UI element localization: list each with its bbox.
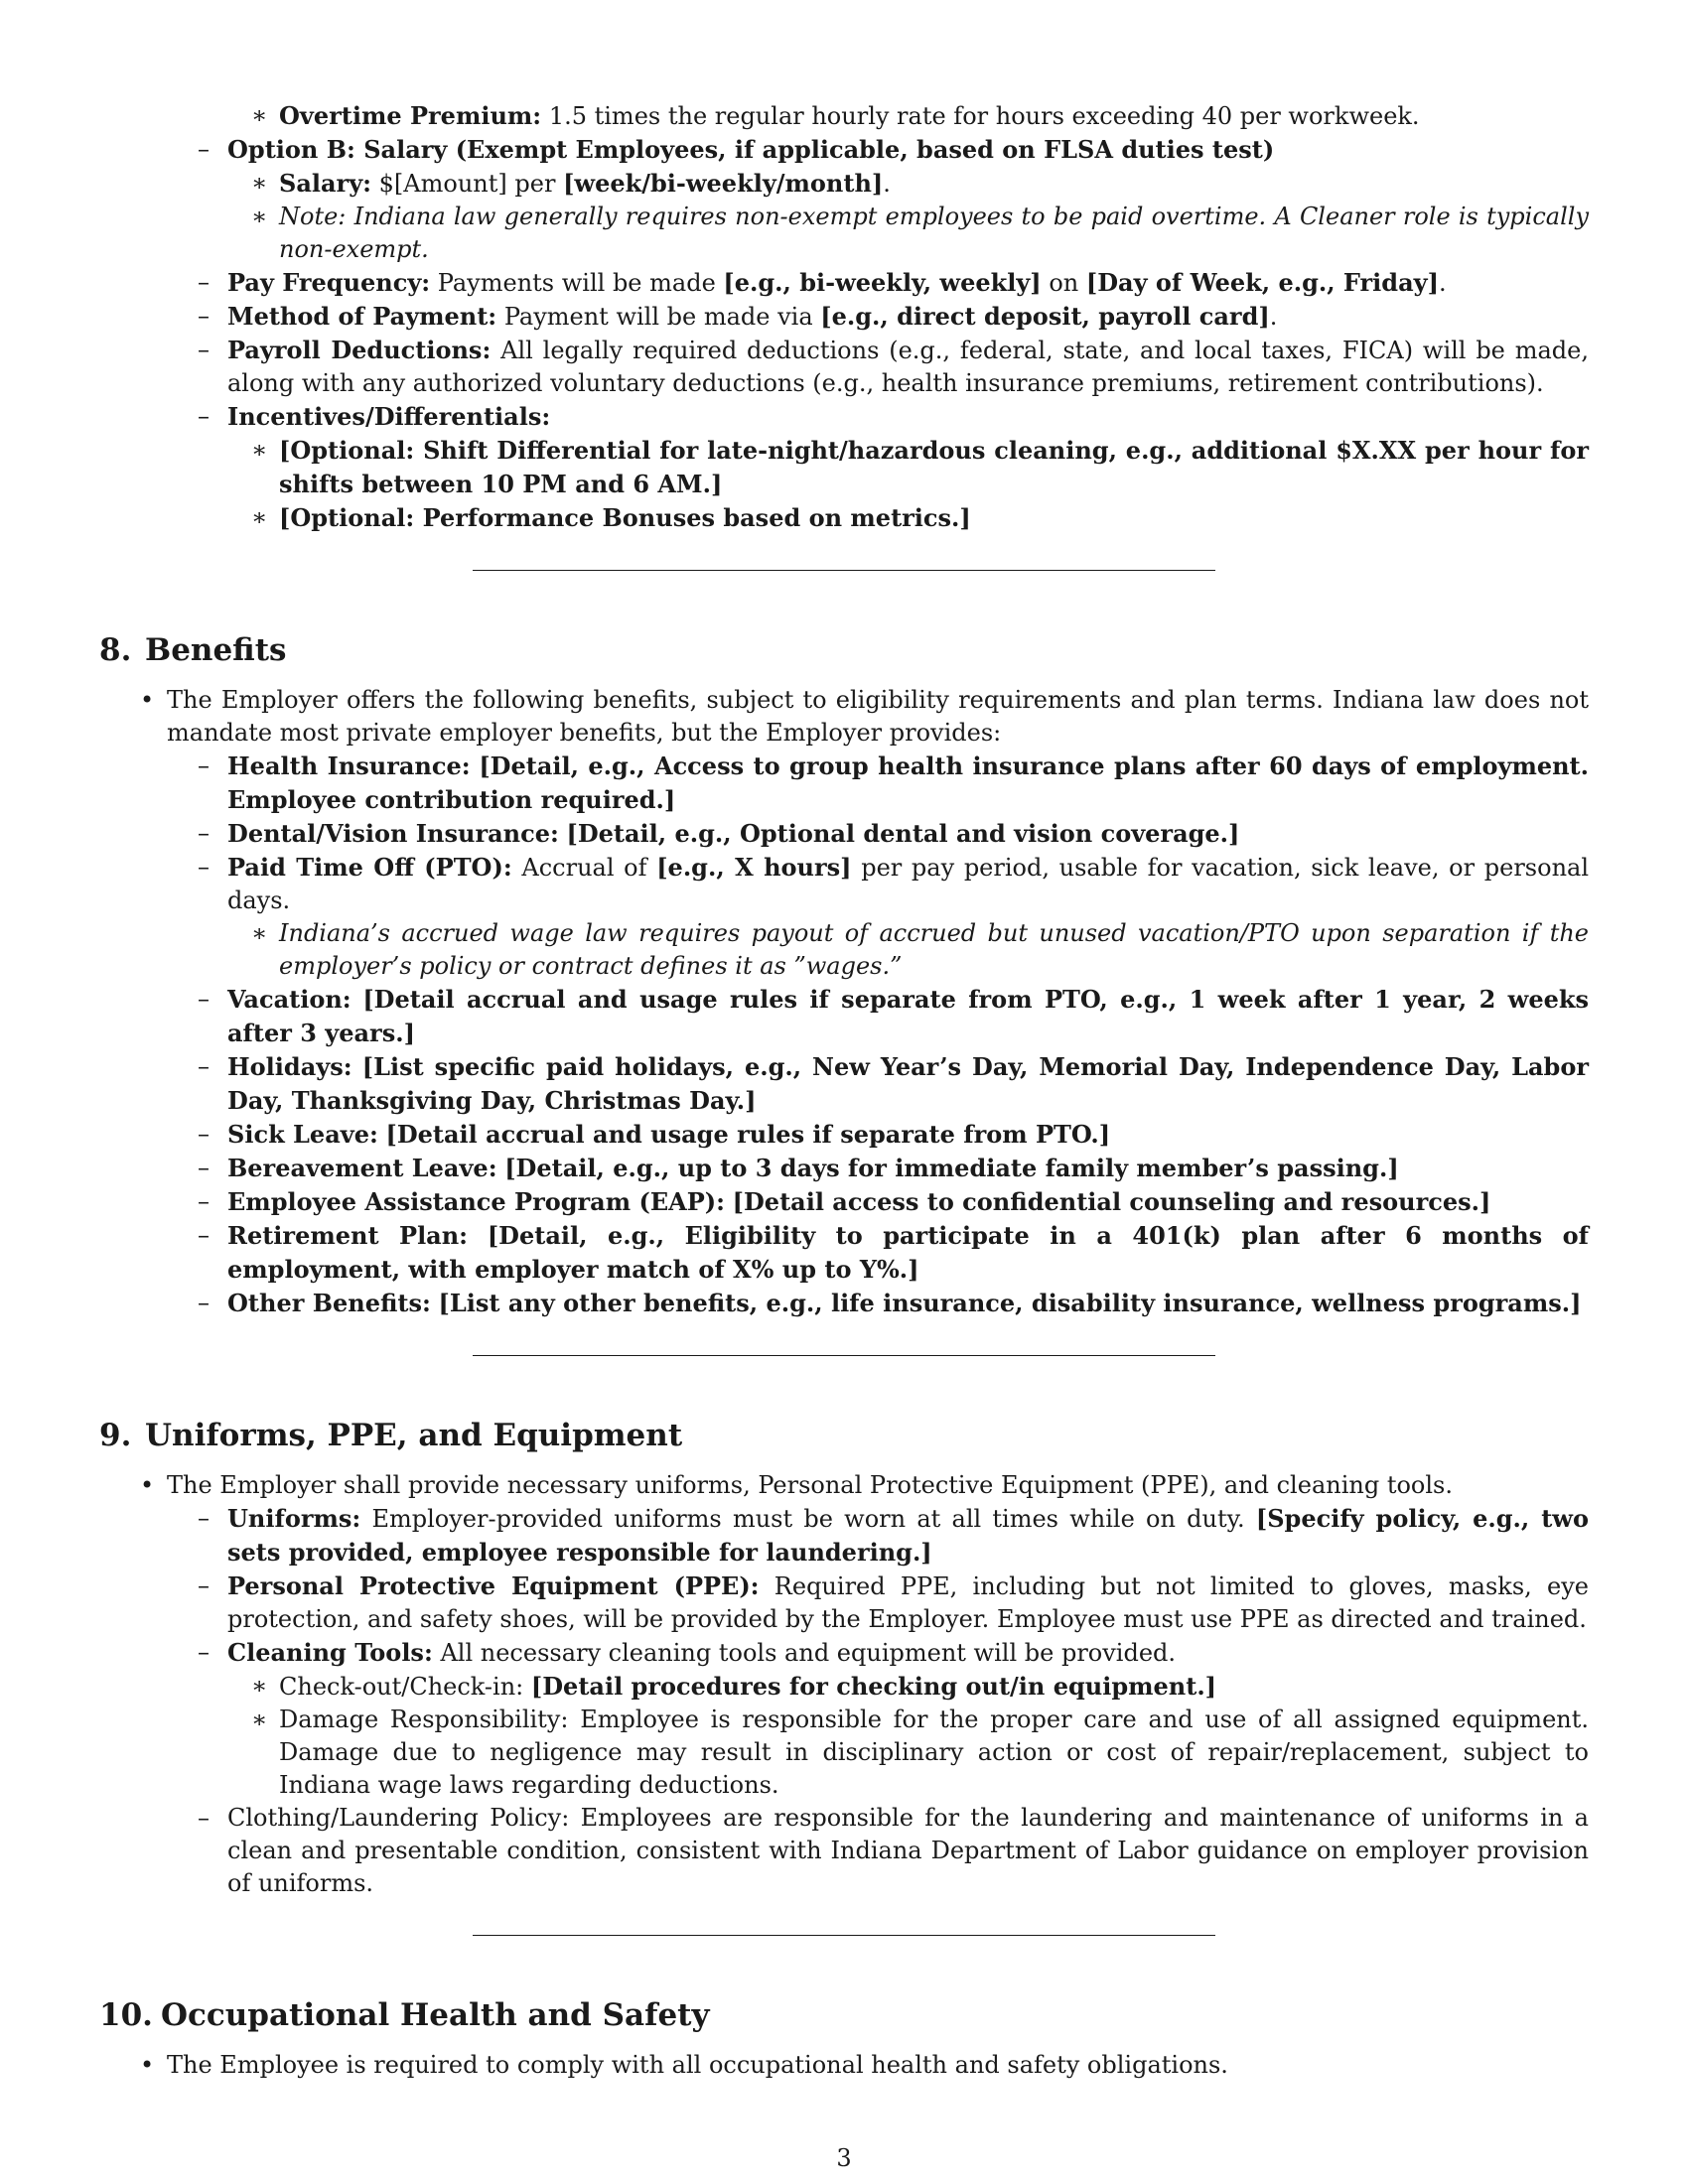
list-item-vacation — [99, 983, 1589, 1050]
salary-period: [week/bi-weekly/month] — [563, 169, 884, 198]
list-item-other-benefits — [99, 1287, 1589, 1320]
list-item-shift-differential — [99, 434, 1589, 501]
bullet-marker: • — [140, 1471, 155, 1499]
health-text: [Detail, e.g., Access to group health insurance plans after 60 days of employment. Employee contribution required.] — [227, 751, 1589, 814]
dash-marker: – — [198, 1571, 210, 1599]
star-marker: ∗ — [251, 503, 268, 531]
list-item-pay-frequency — [99, 266, 1589, 300]
cleaning-tools-label: Cleaning Tools: — [227, 1638, 433, 1667]
list-item-dental — [99, 817, 1589, 851]
salary-per: per — [514, 170, 556, 198]
list-item-laundering — [99, 1802, 1589, 1900]
benefits-intro: The Employer offers the following benefits, subject to eligibility requirements and plan terms. Indiana law does not mandate most private employer benefits, but the Employer provides: — [167, 686, 1589, 747]
dash-marker: – — [198, 1187, 210, 1215]
section-heading-benefits — [99, 630, 1589, 670]
section-number: 9. — [99, 1418, 132, 1453]
section-divider — [473, 570, 1215, 571]
list-item-holidays — [99, 1050, 1589, 1118]
star-marker: ∗ — [251, 436, 268, 464]
uniforms-intro: The Employer shall provide necessary uniforms, Personal Protective Equipment (PPE), and cleaning tools. — [167, 1471, 1453, 1499]
dash-marker: – — [198, 135, 210, 163]
pto-note: Indiana’s accrued wage law requires payout of accrued but unused vacation/PTO upon separation if the employer’s policy or contract defines it as ”wages.” — [279, 919, 1589, 980]
dash-marker: – — [198, 1638, 210, 1666]
dash-marker: – — [198, 853, 210, 881]
pay-frequency-label: Pay Frequency: — [227, 268, 431, 297]
health-label: Health Insurance: — [227, 751, 471, 780]
dash-marker: – — [198, 1804, 210, 1832]
list-item-damage — [99, 1704, 1589, 1802]
checkout-procedures: [Detail procedures for checking out/in equipment.] — [530, 1672, 1217, 1701]
deductions-text: All legally required deductions (e.g., federal, state, and local taxes, FICA) will be made, along with any authorized voluntary deductions (e.g., health insurance premiums, retirement contributions). — [227, 337, 1589, 397]
holidays-label: Holidays: — [227, 1052, 352, 1081]
star-marker: ∗ — [251, 1706, 268, 1733]
payment-method-options: [e.g., direct deposit, payroll card] — [820, 302, 1270, 331]
bullet-marker: • — [140, 686, 155, 714]
dash-marker: – — [198, 1052, 210, 1080]
section-title: Uniforms, PPE, and Equipment — [145, 1418, 683, 1453]
salary-amount: $[Amount] — [378, 170, 507, 198]
pay-frequency-text: Payments will be made — [437, 269, 716, 297]
list-item-salary — [99, 167, 1589, 201]
vacation-label: Vacation: — [227, 985, 352, 1014]
payment-method-label: Method of Payment: — [227, 302, 497, 331]
retirement-label: Retirement Plan: — [227, 1221, 469, 1250]
pto-label: Paid Time Off (PTO): — [227, 853, 512, 882]
vacation-text: [Detail accrual and usage rules if separate from PTO, e.g., 1 week after 1 year, 2 weeks after 3 years.] — [227, 985, 1589, 1047]
dash-marker: – — [198, 1154, 210, 1181]
list-item-sick-leave — [99, 1118, 1589, 1152]
dash-marker: – — [198, 751, 210, 779]
safety-intro: The Employee is required to comply with all occupational health and safety obligations. — [167, 2051, 1228, 2079]
list-item-health — [99, 750, 1589, 817]
list-item-pto-note — [99, 917, 1589, 983]
salary-label: Salary: — [279, 169, 371, 198]
uniforms-text: Employer-provided uniforms must be worn at all times while on duty. — [371, 1505, 1245, 1533]
document-page — [99, 99, 1589, 2082]
retirement-text: [Detail, e.g., Eligibility to participate in a 401(k) plan after 6 months of employment, with employer match of X% up to Y%.] — [227, 1221, 1589, 1284]
list-item-eap — [99, 1185, 1589, 1219]
section-heading-safety — [99, 1995, 1589, 2035]
dash-marker: – — [198, 1504, 210, 1532]
bereavement-text: [Detail, e.g., up to 3 days for immediate family member’s passing.] — [504, 1154, 1399, 1182]
incentives-label: Incentives/Differentials: — [227, 402, 551, 431]
dash-marker: – — [198, 819, 210, 847]
overtime-text: 1.5 times the regular hourly rate for hours exceeding 40 per workweek. — [548, 102, 1420, 130]
dental-text: [Detail, e.g., Optional dental and vision coverage.] — [566, 819, 1240, 848]
sick-leave-label: Sick Leave: — [227, 1120, 378, 1149]
list-item-benefits-intro — [99, 684, 1589, 750]
payment-method-text: Payment will be made via — [503, 303, 813, 331]
pay-frequency-day: [Day of Week, e.g., Friday] — [1085, 268, 1439, 297]
checkout-text: Check-out/Check-in: — [279, 1673, 524, 1701]
dash-marker: – — [198, 1289, 210, 1316]
dash-marker: – — [198, 302, 210, 330]
laundering-text: Clothing/Laundering Policy: Employees are responsible for the laundering and maintenance of uniforms in a clean and presentable condition, consistent with Indiana Department of Labor guidance on employer provision of uniforms. — [227, 1804, 1589, 1897]
list-item-note — [99, 201, 1589, 266]
cleaning-tools-text: All necessary cleaning tools and equipment will be provided. — [440, 1639, 1177, 1667]
bonuses-text: [Optional: Performance Bonuses based on metrics.] — [279, 503, 971, 532]
payment-method-end: . — [1269, 303, 1278, 331]
bereavement-label: Bereavement Leave: — [227, 1154, 497, 1182]
bullet-marker: • — [140, 2051, 155, 2079]
list-item-retirement — [99, 1219, 1589, 1287]
star-marker: ∗ — [251, 101, 268, 129]
eap-label: Employee Assistance Program (EAP): — [227, 1187, 725, 1216]
list-item-pto — [99, 851, 1589, 917]
salary-end: . — [883, 170, 891, 198]
pto-text-start: Accrual of — [521, 854, 647, 882]
list-item-safety-intro — [99, 2049, 1589, 2082]
list-item-option-b — [99, 133, 1589, 167]
dash-marker: – — [198, 1221, 210, 1249]
dash-marker: – — [198, 1120, 210, 1148]
overtime-note: Note: Indiana law generally requires non-exempt employees to be paid overtime. A Cleaner role is typically non-exempt. — [279, 203, 1589, 263]
section-heading-uniforms — [99, 1416, 1589, 1455]
deductions-label: Payroll Deductions: — [227, 336, 492, 364]
list-item-overtime — [99, 99, 1589, 133]
dash-marker: – — [198, 336, 210, 363]
section-title: Benefits — [145, 632, 287, 668]
holidays-text: [List specific paid holidays, e.g., New Year’s Day, Memorial Day, Independence Day, Labor Day, Thanksgiving Day, Christmas Day.] — [227, 1052, 1589, 1115]
pay-frequency-on: on — [1049, 269, 1079, 297]
option-b-heading: Option B: Salary (Exempt Employees, if applicable, based on FLSA duties test) — [227, 135, 1275, 164]
shift-differential-text: [Optional: Shift Differential for late-night/hazardous cleaning, e.g., additional $X.XX per hour for shifts between 10 PM and 6 AM.] — [279, 436, 1589, 498]
star-marker: ∗ — [251, 1672, 268, 1700]
other-benefits-text: [List any other benefits, e.g., life insurance, disability insurance, wellness programs.] — [438, 1289, 1582, 1317]
uniforms-label: Uniforms: — [227, 1504, 361, 1533]
star-marker: ∗ — [251, 169, 268, 197]
dash-marker: – — [198, 402, 210, 430]
dash-marker: – — [198, 985, 210, 1013]
section-divider — [473, 1355, 1215, 1356]
ppe-text: Required PPE, including but not limited to gloves, masks, eye protection, and safety shoes, will be provided by the Employer. Employee must use PPE as directed and trained. — [227, 1572, 1589, 1633]
section-title: Occupational Health and Safety — [161, 1997, 710, 2033]
list-item-checkout — [99, 1670, 1589, 1704]
list-item-bonuses — [99, 501, 1589, 535]
list-item-deductions — [99, 334, 1589, 400]
other-benefits-label: Other Benefits: — [227, 1289, 431, 1317]
star-marker: ∗ — [251, 203, 268, 230]
section-number: 8. — [99, 632, 132, 668]
star-marker: ∗ — [251, 919, 268, 947]
uniforms-policy: [Specify policy, e.g., two sets provided, employee responsible for laundering.] — [227, 1504, 1589, 1567]
dental-label: Dental/Vision Insurance: — [227, 819, 559, 848]
pto-hours: [e.g., X hours] — [656, 853, 852, 882]
list-item-uniforms-intro — [99, 1469, 1589, 1502]
dash-marker: – — [198, 268, 210, 296]
list-item-incentives — [99, 400, 1589, 434]
list-item-uniforms — [99, 1502, 1589, 1570]
list-item-bereavement — [99, 1152, 1589, 1185]
list-item-payment-method — [99, 300, 1589, 334]
list-item-ppe — [99, 1570, 1589, 1636]
list-item-cleaning-tools — [99, 1636, 1589, 1670]
ppe-label: Personal Protective Equipment (PPE): — [227, 1571, 760, 1600]
page-number: 3 — [836, 2144, 852, 2172]
overtime-label: Overtime Premium: — [279, 101, 542, 130]
damage-text: Damage Responsibility: Employee is responsible for the proper care and use of all assigned equipment. Damage due to negligence may result in disciplinary action or cost of repair/replacement, subject to Indiana wage laws regarding deductions. — [279, 1706, 1589, 1799]
pto-text-end: per pay period, usable for vacation, sick leave, or personal days. — [227, 854, 1590, 914]
section-number: 10. — [99, 1997, 153, 2033]
eap-text: [Detail access to confidential counseling and resources.] — [732, 1187, 1491, 1216]
section-divider — [473, 1935, 1215, 1936]
pay-frequency-options: [e.g., bi-weekly, weekly] — [723, 268, 1042, 297]
sick-leave-text: [Detail accrual and usage rules if separate from PTO.] — [385, 1120, 1111, 1149]
pay-frequency-end: . — [1438, 269, 1447, 297]
